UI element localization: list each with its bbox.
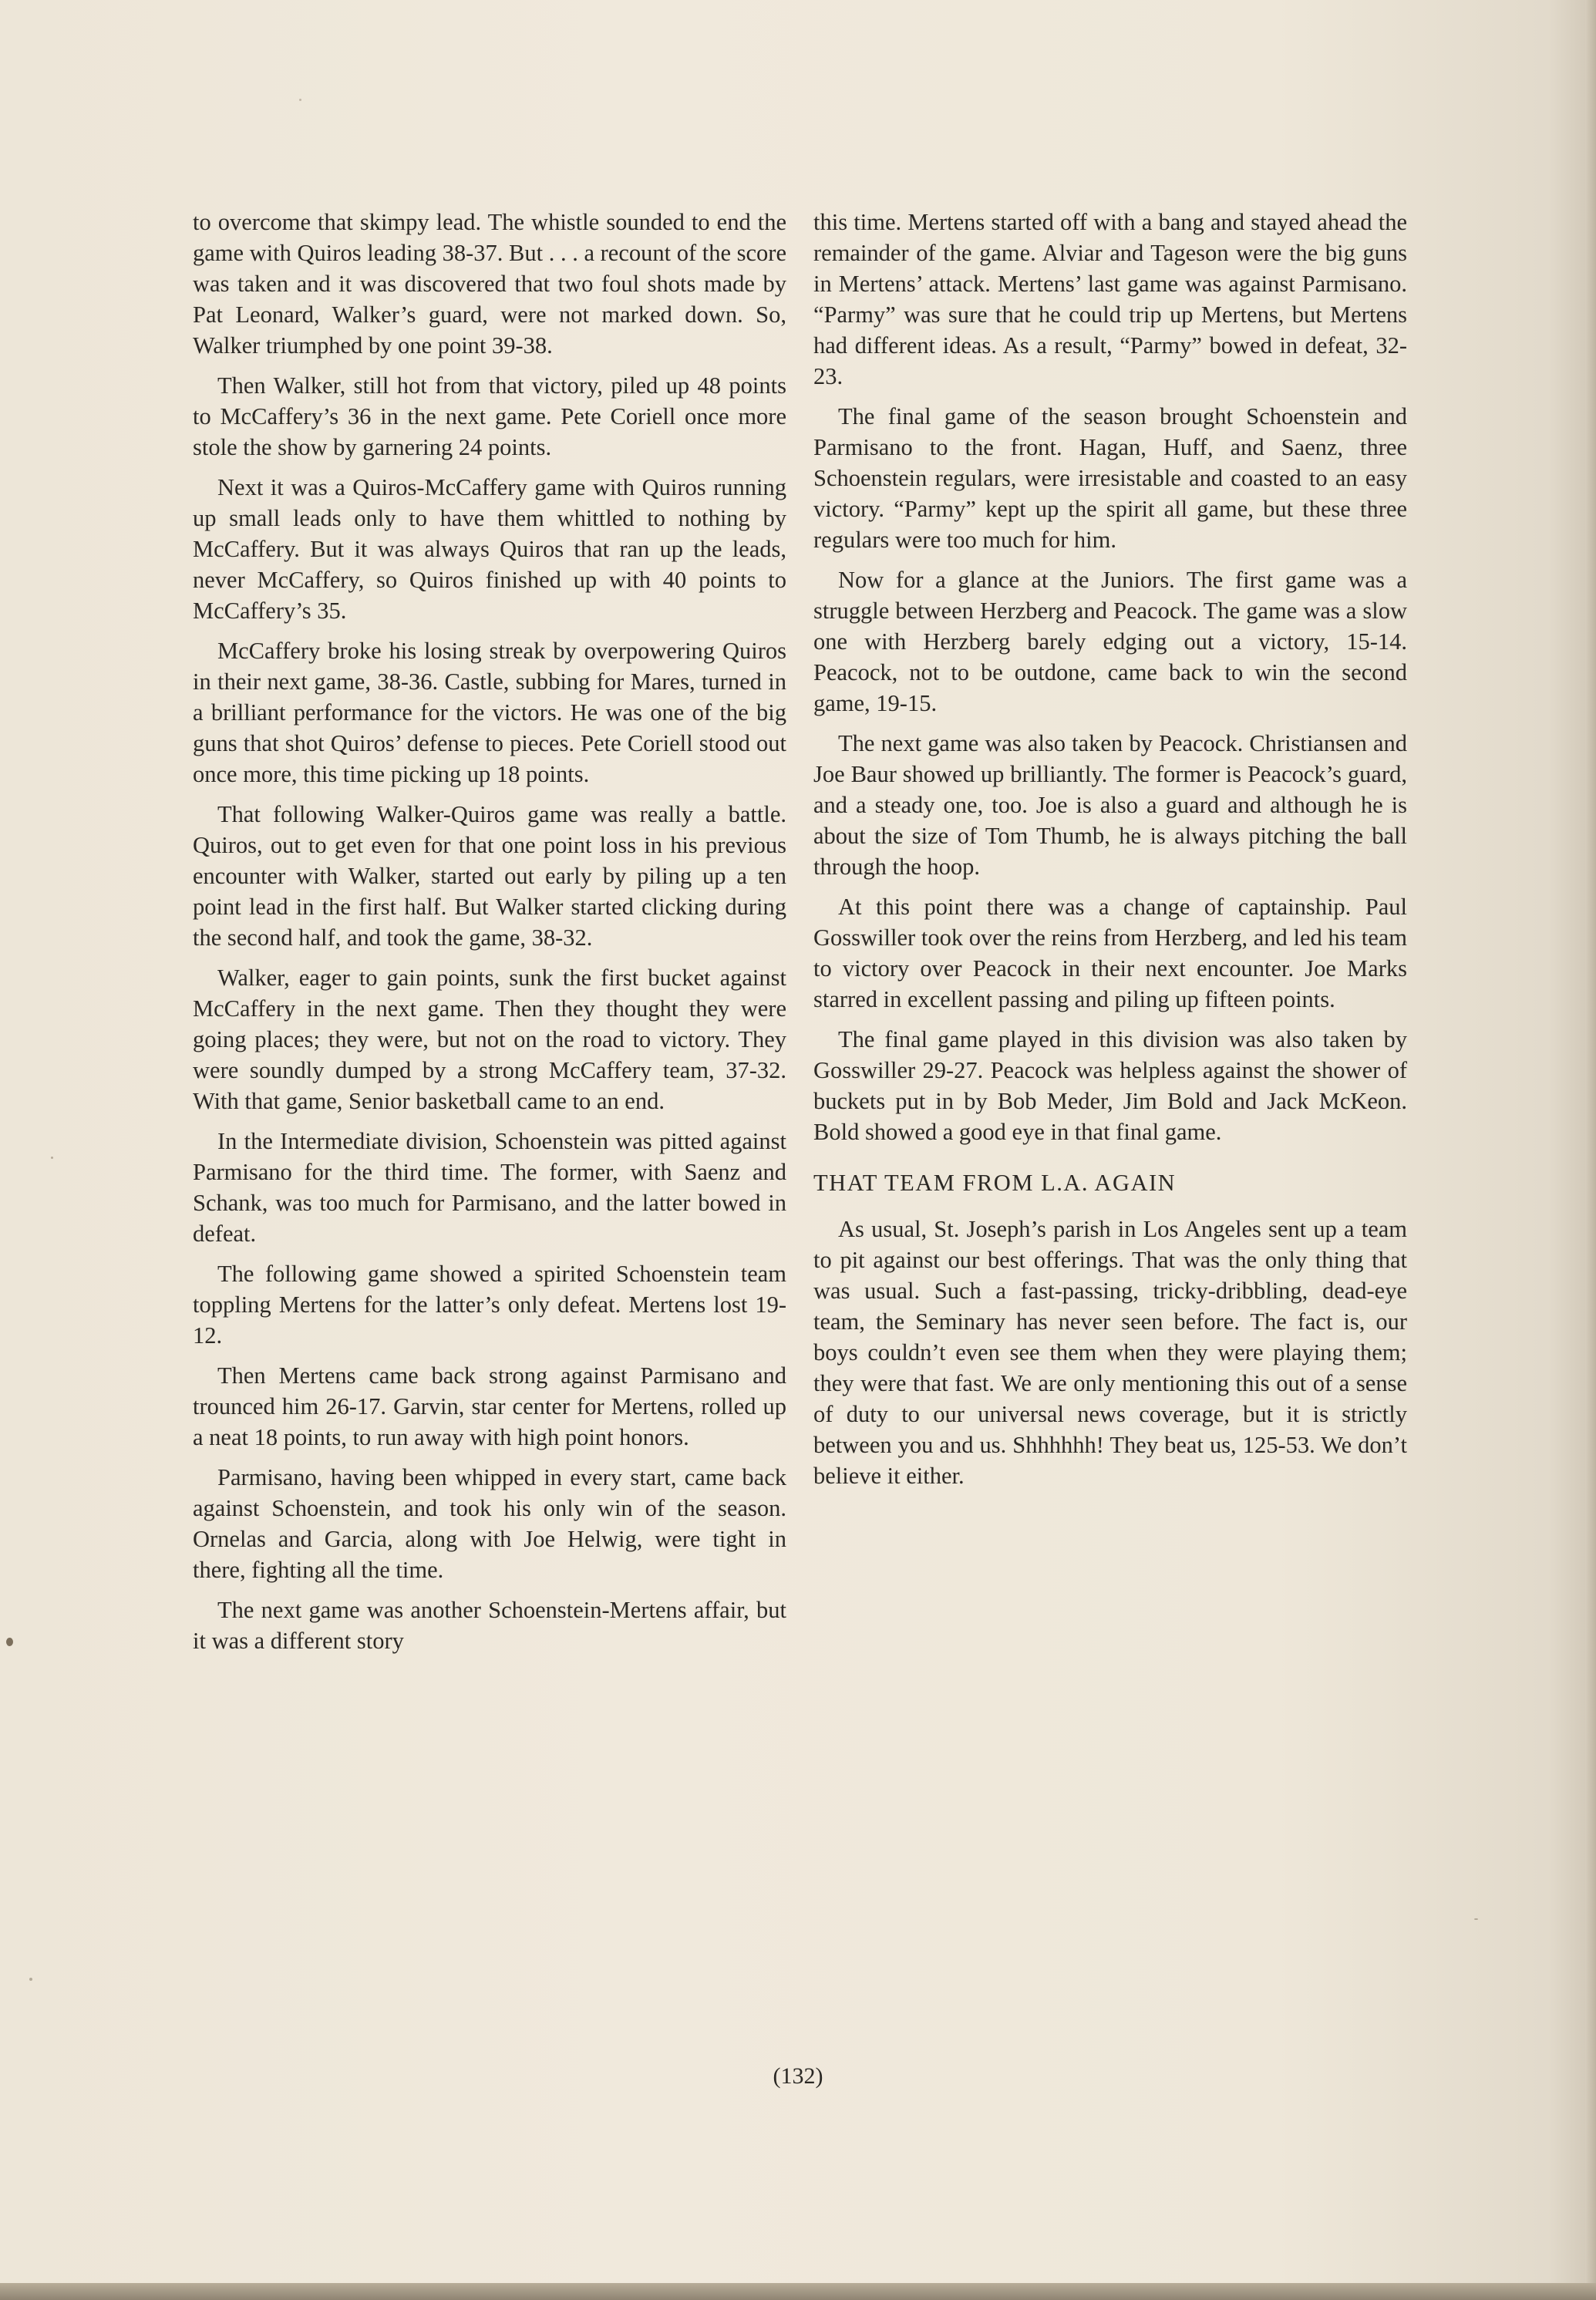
page-right-edge bbox=[1585, 0, 1596, 2300]
left-paragraph-7: In the Intermediate division, Schoenstein was pitted against Parmisano for the third time. The former, with Saenz and Schank, was too much for Parmisano, and the latter bowed in defeat. bbox=[193, 1128, 786, 1247]
left-column bbox=[193, 207, 786, 1656]
left-paragraph-11: The next game was another Schoenstein-Mertens affair, but it was a different story bbox=[193, 1597, 786, 1654]
left-paragraph-10: Parmisano, having been whipped in every start, came back against Schoenstein, and took his only win of the season. Ornelas and Garcia, along with Joe Helwig, were tight in there, fighting all the time. bbox=[193, 1464, 786, 1583]
left-paragraph-4: McCaffery broke his losing streak by overpowering Quiros in their next game, 38-36. Castle, subbing for Mares, turned in a brilliant performance for the victors. He was one of the big guns that shot Quiros’ defense to pieces. Pete Coriell stood out once more, this time picking up 18 points. bbox=[193, 638, 786, 787]
right-paragraph-4: The next game was also taken by Peacock. Christiansen and Joe Baur showed up brilliantly. The former is Peacock’s guard, and a steady one, too. Joe is also a guard and although he is about the size of Tom Thumb, he is always pitching the ball through the hoop. bbox=[813, 730, 1407, 880]
left-paragraph-8: The following game showed a spirited Schoenstein team toppling Mertens for the latter’s only defeat. Mertens lost 19-12. bbox=[193, 1261, 786, 1349]
right-paragraph-6: The final game played in this division was also taken by Gosswiller 29-27. Peacock was helpless against the shower of buckets put in by Bob Meder, Jim Bold and Jack McKeon. Bold showed a good eye in that final game. bbox=[813, 1026, 1407, 1145]
page-number: (132) bbox=[773, 2063, 823, 2089]
paper-speck bbox=[6, 1638, 13, 1646]
right-paragraph-2: The final game of the season brought Schoenstein and Parmisano to the front. Hagan, Huff, and Saenz, three Schoenstein regulars, were irresistable and coasted to an easy victory. “Parmy” kept up the spirit all game, but these three regulars were too much for him. bbox=[813, 403, 1407, 553]
left-paragraph-5: That following Walker-Quiros game was really a battle. Quiros, out to get even for that one point loss in his previous encounter with Walker, started out early by piling up a ten point lead in the first half. But Walker started clicking during the second half, and took the game, 38-32. bbox=[193, 801, 786, 951]
left-paragraph-3: Next it was a Quiros-McCaffery game with Quiros running up small leads only to have them whittled to nothing by McCaffery. But it was always Quiros that ran up the leads, never McCaffery, so Quiros finished up with 40 points to McCaffery’s 35. bbox=[193, 474, 786, 624]
right-paragraph-5: At this point there was a change of captainship. Paul Gosswiller took over the reins from Herzberg, and led his team to victory over Peacock in their next encounter. Joe Marks starred in excellent passing and piling up fifteen points. bbox=[813, 894, 1407, 1012]
paper-speck bbox=[51, 1157, 53, 1159]
paper-speck bbox=[299, 99, 301, 101]
left-paragraph-6: Walker, eager to gain points, sunk the first bucket against McCaffery in the next game. Then they thought they were going places; they were, but not on the road to victory. They were soundly dumped by a strong McCaffery team, 37-32. With that game, Senior basketball came to an end. bbox=[193, 965, 786, 1114]
right-paragraph-3: Now for a glance at the Juniors. The first game was a struggle between Herzberg and Peacock. The game was a slow one with Herzberg barely edging out a victory, 15-14. Peacock, not to be outdone, came back to win the second game, 19-15. bbox=[813, 567, 1407, 716]
section-heading: THAT TEAM FROM L.A. AGAIN bbox=[813, 1170, 1177, 1196]
paper-speck bbox=[29, 1978, 32, 1981]
page-bottom-edge bbox=[0, 2283, 1596, 2300]
left-paragraph-1: to overcome that skimpy lead. The whistle sounded to end the game with Quiros leading 38-37. But . . . a recount of the score was taken and it was discovered that two foul shots made by Pat Leonard, Walker’s guard, were not marked down. So, Walker triumphed by one point 39-38. bbox=[193, 209, 786, 359]
left-paragraph-9: Then Mertens came back strong against Parmisano and trounced him 26-17. Garvin, star center for Mertens, rolled up a neat 18 points, to run away with high point honors. bbox=[193, 1362, 786, 1450]
left-paragraph-2: Then Walker, still hot from that victory, piled up 48 points to McCaffery’s 36 in the next game. Pete Coriell once more stole the show by garnering 24 points. bbox=[193, 372, 786, 460]
paper-speck bbox=[1474, 1918, 1478, 1920]
right-paragraph-1: this time. Mertens started off with a bang and stayed ahead the remainder of the game. Alviar and Tageson were the big guns in Mertens’ attack. Mertens’ last game was against Parmisano. “Parmy” was sure that he could trip up Mertens, but Mertens had different ideas. As a result, “Parmy” bowed in defeat, 32-23. bbox=[813, 209, 1407, 389]
section-paragraph-1: As usual, St. Joseph’s parish in Los Angeles sent up a team to pit against our best offerings. That was the only thing that was usual. Such a fast-passing, tricky-dribbling, dead-eye team, the Seminary has never seen before. The fact is, our boys couldn’t even see them when they were playing them; they were that fast. We are only mentioning this out of a sense of duty to our universal news coverage, but it is strictly between you and us. Shhhhhh! They beat us, 125-53. We don’t believe it either. bbox=[813, 1216, 1407, 1489]
right-column bbox=[813, 207, 1407, 1491]
